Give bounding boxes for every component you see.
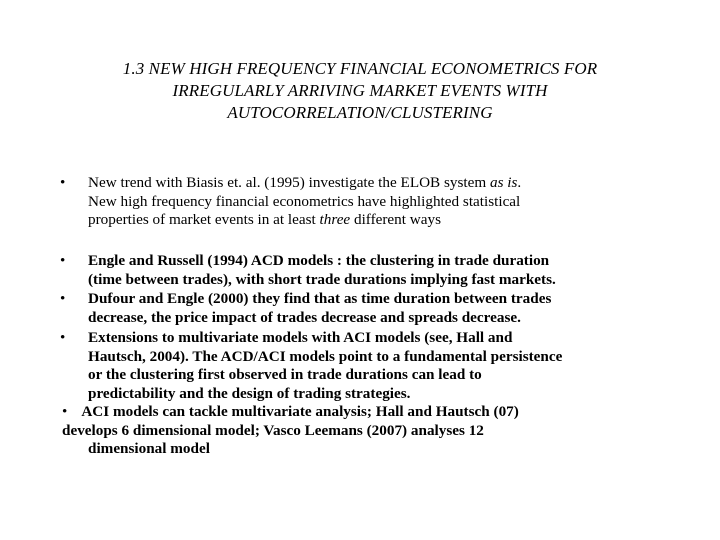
- bullet-marker: •: [62, 403, 68, 420]
- bullet-line: predictability and the design of trading strategies.: [88, 384, 411, 402]
- bullet-text: [88, 252, 680, 289]
- title-line: AUTOCORRELATION/CLUSTERING: [227, 103, 493, 122]
- bullet-marker: •: [60, 252, 66, 269]
- bullet-line: Extensions to multivariate models with ACI models (see, Hall and: [88, 329, 513, 346]
- bullet-marker: •: [60, 329, 66, 346]
- bullet-line: Dufour and Engle (2000) they find that as time duration between trades: [88, 290, 552, 307]
- title-line: IRREGULARLY ARRIVING MARKET EVENTS WITH: [172, 81, 548, 100]
- bullet-line: dimensional model: [88, 440, 210, 458]
- bullet-line: develops 6 dimensional model; Vasco Leemans (2007) analyses 12: [62, 421, 484, 439]
- bullet-item: [60, 174, 680, 230]
- bullet-line: Engle and Russell (1994) ACD models : the clustering in trade duration: [88, 252, 550, 269]
- bullet-text: [88, 290, 680, 327]
- bullet-text: [88, 174, 680, 230]
- bullet-line: New trend with Biasis et. al. (1995) investigate the ELOB system as is.: [88, 174, 522, 191]
- bullet-line: (time between trades), with short trade durations implying fast markets.: [88, 270, 556, 288]
- bullet-marker: •: [60, 290, 66, 307]
- slide-title: [40, 58, 680, 124]
- bullet-item: [60, 252, 680, 289]
- bullet-line: • ACI models can tackle multivariate analysis; Hall and Hautsch (07): [62, 403, 519, 420]
- bullet-item: [60, 329, 680, 403]
- title-line: 1.3 NEW HIGH FREQUENCY FINANCIAL ECONOMETRICS FOR: [122, 59, 598, 78]
- bullet-line: properties of market events in at least three different ways: [88, 211, 442, 229]
- bullet-line: or the clustering first observed in trade durations can lead to: [88, 366, 482, 384]
- bullet-line: Hautsch, 2004). The ACD/ACI models point to a fundamental persistence: [88, 347, 563, 365]
- bullet-marker: •: [60, 174, 66, 191]
- bullet-line: New high frequency financial econometrics have highlighted statistical: [88, 192, 521, 210]
- bullet-text: [88, 329, 680, 403]
- bullet-item: [60, 403, 680, 459]
- bullet-item: [60, 290, 680, 327]
- bullet-line: decrease, the price impact of trades decrease and spreads decrease.: [88, 308, 521, 326]
